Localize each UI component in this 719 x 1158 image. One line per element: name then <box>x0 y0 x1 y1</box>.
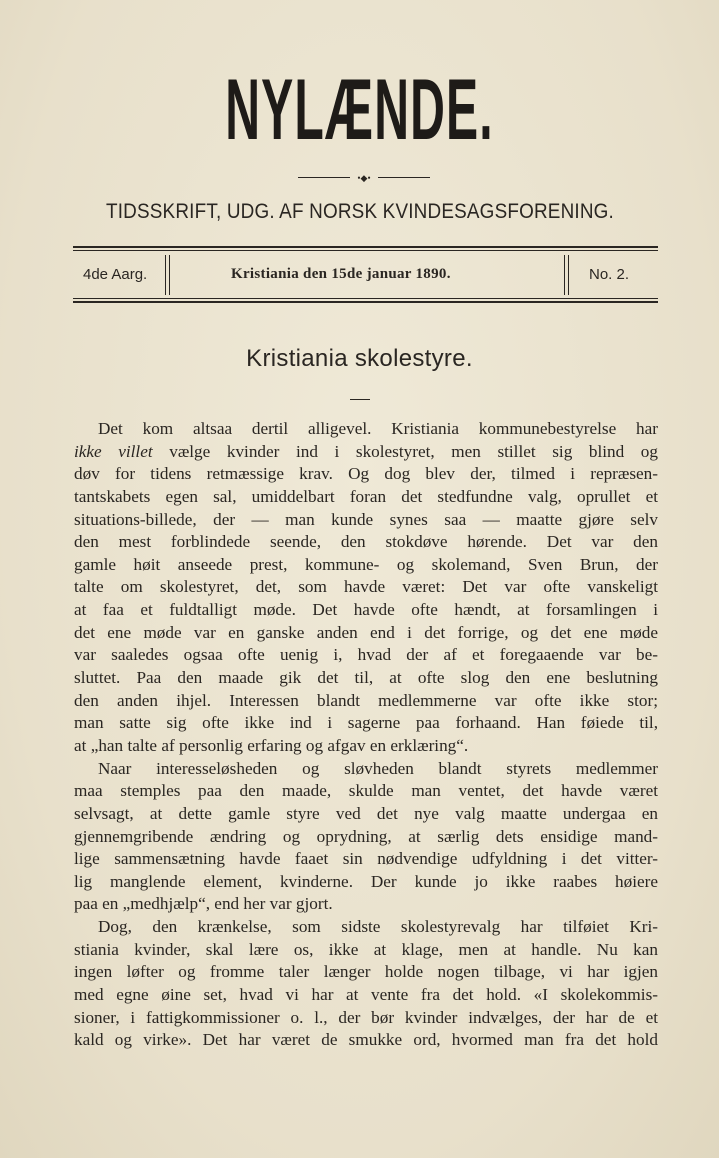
issue-dateline: Kristiania den 15de januar 1890. <box>231 266 451 282</box>
top-rule-thick <box>73 246 658 248</box>
masthead-title: NYLÆNDE. <box>225 62 494 158</box>
ornament-center-icon: •◆• <box>357 173 371 183</box>
ornament-line-left <box>298 177 350 178</box>
issue-volume: 4de Aarg. <box>83 266 148 283</box>
body-line: døv for tidens retmæssige krav. Og dog blev der, tilmed i repræsen- <box>74 464 658 484</box>
article-title: Kristiania skolestyre. <box>246 345 473 372</box>
body-line: lige sammensætning havde faaet sin nødvendige udfyldning i det vitter- <box>74 849 658 869</box>
body-line: den anden ihjel. Interessen blandt medlemmerne var ofte ikke stor; <box>74 690 658 710</box>
body-line: den mest forblindede seende, den stokdøve hørende. Det var den <box>74 532 658 552</box>
ornament-divider <box>298 173 430 183</box>
body-line: paa en „medhjælp“, end her var gjort. <box>74 894 333 914</box>
body-line: at faa et fuldtalligt møde. Det havde ofte hændt, at forsamlingen i <box>74 600 658 620</box>
title-separator <box>350 399 370 400</box>
info-divider-2 <box>564 255 565 295</box>
body-line: kald og virke». Det har været de smukke ord, hvormed man fra det hold <box>74 1030 658 1050</box>
ornament-line-right <box>378 177 430 178</box>
top-rule-thin <box>73 250 658 251</box>
info-divider-2b <box>568 255 569 295</box>
info-divider-1 <box>165 255 166 295</box>
body-line: talte om skolestyret, det, som havde været: Det var ofte vanskeligt <box>74 577 658 597</box>
body-line: at „han talte af personlig erfaring og afgav en erklæring“. <box>74 735 469 755</box>
body-line: med egne øine set, hvad vi har at vente fra det hold. «I skolekommis- <box>74 985 658 1005</box>
body-line: lig manglende element, kvinderne. Der kunde jo ikke raabes høiere <box>74 871 658 891</box>
body-line: sioner, i fattigkommissioner o. l., der bør kvinder indvælges, der har de et <box>74 1007 658 1027</box>
body-line: situations-billede, der — man kunde synes saa — maatte gjøre selv <box>74 509 658 529</box>
emphasis-text: ikke villet <box>74 441 153 461</box>
body-line: tantskabets egen sal, umiddelbart foran det stedfundne valg, oprullet et <box>74 486 658 506</box>
article-body <box>74 418 658 1052</box>
bottom-rule-thick <box>73 301 658 303</box>
body-line: sluttet. Paa den maade gik det til, at ofte slog den ene beslutning <box>74 668 658 688</box>
body-line: det ene møde var en ganske anden end i det forrige, og det ene møde <box>74 622 658 642</box>
body-line: var saaledes ogsaa ofte uenig i, hvad der af et foregaaende var be- <box>74 645 658 665</box>
body-line: gamle høit anseede prest, kommune- og skolemand, Sven Brun, der <box>74 554 658 574</box>
body-line: selvsagt, at dette gamle styre ved det nye valg maatte undergaa en <box>74 803 658 823</box>
body-line: Dog, den krænkelse, som sidste skolestyrevalg har tilføiet Kri- <box>98 917 658 937</box>
body-line: gjennemgribende ændring og oprydning, at særlig dets ensidige mand- <box>74 826 658 846</box>
body-line: man satte sig ofte ikke ind i sagerne paa forhaand. Han føiede til, <box>74 713 658 733</box>
masthead-subtitle: TIDSSKRIFT, UDG. AF NORSK KVINDESAGSFORENING. <box>106 200 614 223</box>
info-divider-1b <box>169 255 170 295</box>
body-line: Det kom altsaa dertil alligevel. Kristiania kommunebestyrelse har <box>98 419 658 438</box>
body-line: ikke villet vælge kvinder ind i skolestyret, men stillet sig blind og <box>74 441 658 461</box>
issue-number: No. 2. <box>589 266 630 283</box>
bottom-rule-thin <box>73 298 658 299</box>
body-line: Naar interesseløsheden og sløvheden blandt styrets medlemmer <box>98 758 658 778</box>
body-line: maa stemples paa den maade, skulde man ventet, det havde været <box>74 781 658 801</box>
body-line: ingen løfter og fromme taler længer holde nogen tilbage, vi har igjen <box>74 962 658 982</box>
body-line: stiania kvinder, skal lære os, ikke at klage, men at handle. Nu kan <box>74 939 658 959</box>
issue-info-bar <box>73 252 658 297</box>
